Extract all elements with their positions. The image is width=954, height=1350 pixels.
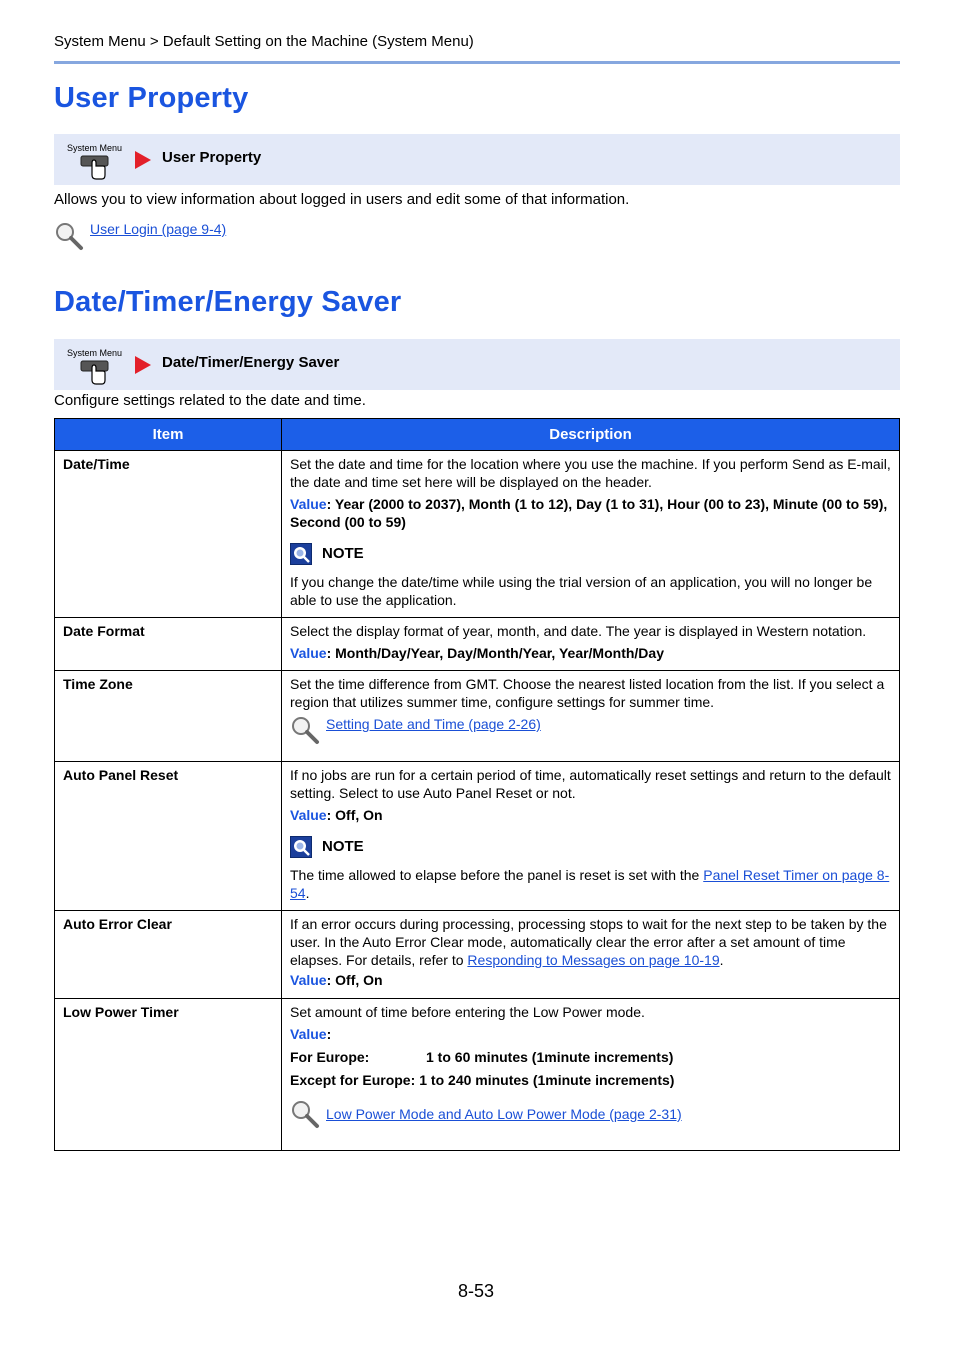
section-title-date-timer: Date/Timer/Energy Saver bbox=[54, 286, 402, 318]
nav-label-user-property: User Property bbox=[162, 149, 262, 166]
value-text: : bbox=[326, 1026, 332, 1042]
note-text-after: . bbox=[305, 885, 310, 901]
magnifier-icon bbox=[54, 221, 84, 251]
value-line bbox=[290, 806, 891, 824]
value-text: : Year (2000 to 2037), Month (1 to 12), Day (1 to 31), Hour (00 to 23), Minute (00 to 59), Second (00 to 59) bbox=[290, 496, 888, 530]
desc-text: Set the date and time for the location where you use the machine. If you perform Send as E-mail, the date and time set here will be displayed on the header. bbox=[290, 456, 891, 490]
table-row bbox=[55, 999, 900, 1151]
desc-text-before: If an error occurs during processing, processing stops to wait for the next step to be taken by the user. In the Auto Error Clear mode, automatically clear the error after a set amount of time elapses. For details, refer to bbox=[290, 916, 887, 968]
nav-path-date-timer bbox=[54, 339, 900, 390]
row-desc-time-zone bbox=[282, 671, 900, 762]
row-item-auto-panel-reset: Auto Panel Reset bbox=[55, 762, 282, 911]
row-desc-date-format bbox=[282, 618, 900, 671]
system-menu-icon bbox=[64, 346, 126, 388]
ref-setting-date-time bbox=[290, 715, 891, 745]
value-label: Value bbox=[290, 645, 327, 661]
system-menu-icon-label: System Menu bbox=[67, 143, 123, 153]
note-heading bbox=[290, 836, 891, 858]
row-item-low-power-timer: Low Power Timer bbox=[55, 999, 282, 1151]
value-text: : Month/Day/Year, Day/Month/Year, Year/Month/Day bbox=[326, 645, 664, 661]
note-icon bbox=[290, 836, 312, 858]
ref-user-login bbox=[54, 221, 226, 251]
table-row bbox=[55, 618, 900, 671]
page-number: 8-53 bbox=[458, 1281, 495, 1301]
link-setting-date-time[interactable]: Setting Date and Time (page 2-26) bbox=[326, 716, 541, 732]
desc-text: Set the time difference from GMT. Choose the nearest listed location from the list. If you select a region that utilizes summer time, configure settings for summer time. bbox=[290, 676, 885, 710]
column-header-description: Description bbox=[282, 419, 900, 451]
note-label: NOTE bbox=[322, 838, 364, 855]
note-icon bbox=[290, 543, 312, 565]
row-item-date-time: Date/Time bbox=[55, 451, 282, 618]
table-header-row bbox=[55, 419, 900, 451]
link-panel-reset-timer[interactable]: Panel Reset Timer on page 8-54 bbox=[290, 867, 890, 901]
user-property-description: Allows you to view information about logged in users and edit some of that information. bbox=[54, 191, 630, 208]
link-low-power-mode[interactable]: Low Power Mode and Auto Low Power Mode (page 2-31) bbox=[326, 1106, 682, 1122]
nav-path-user-property bbox=[54, 134, 900, 185]
europe-setting-row bbox=[290, 1048, 891, 1066]
value-line bbox=[290, 971, 891, 989]
value-text: : Off, On bbox=[326, 972, 383, 988]
row-item-auto-error-clear: Auto Error Clear bbox=[55, 911, 282, 999]
nav-label-date-timer: Date/Timer/Energy Saver bbox=[162, 354, 340, 371]
value-line bbox=[290, 644, 891, 662]
value-label: Value bbox=[290, 1026, 327, 1042]
arrow-right-icon bbox=[135, 356, 151, 374]
magnifier-icon bbox=[290, 1099, 320, 1129]
ref-low-power-mode bbox=[290, 1099, 891, 1129]
row-desc-auto-panel-reset bbox=[282, 762, 900, 911]
breadcrumb: System Menu > Default Setting on the Machine (System Menu) bbox=[54, 33, 474, 50]
row-item-date-format: Date Format bbox=[55, 618, 282, 671]
row-desc-auto-error-clear bbox=[282, 911, 900, 999]
except-europe-label: Except for Europe: bbox=[290, 1072, 416, 1088]
settings-table bbox=[54, 418, 900, 1151]
value-label: Value bbox=[290, 807, 327, 823]
row-desc-date-time bbox=[282, 451, 900, 618]
except-europe-value: 1 to 240 minutes (1minute increments) bbox=[419, 1072, 675, 1088]
value-label: Value bbox=[290, 496, 327, 512]
link-user-login[interactable]: User Login (page 9-4) bbox=[90, 221, 227, 237]
table-row bbox=[55, 671, 900, 762]
arrow-right-icon bbox=[135, 151, 151, 169]
section-title-user-property: User Property bbox=[54, 82, 249, 114]
row-item-time-zone: Time Zone bbox=[55, 671, 282, 762]
europe-label: For Europe: bbox=[290, 1049, 370, 1065]
magnifier-icon bbox=[290, 715, 320, 745]
row-desc-low-power-timer bbox=[282, 999, 900, 1151]
table-row bbox=[55, 762, 900, 911]
except-europe-setting-row bbox=[290, 1071, 891, 1089]
table-row bbox=[55, 451, 900, 618]
note-text-before: The time allowed to elapse before the panel is reset is set with the bbox=[290, 867, 704, 883]
value-text: : Off, On bbox=[326, 807, 383, 823]
note-text bbox=[290, 866, 891, 902]
system-menu-icon-label: System Menu bbox=[67, 348, 123, 358]
link-responding-messages[interactable]: Responding to Messages on page 10-19 bbox=[467, 952, 720, 968]
desc-text: Set amount of time before entering the Low Power mode. bbox=[290, 1004, 645, 1020]
note-text: If you change the date/time while using the trial version of an application, you will no longer be able to use the application. bbox=[290, 574, 873, 608]
column-header-item: Item bbox=[55, 419, 282, 451]
desc-text bbox=[290, 915, 891, 969]
note-heading bbox=[290, 543, 891, 565]
header-rule bbox=[54, 61, 900, 64]
value-line bbox=[290, 1025, 891, 1043]
europe-value: 1 to 60 minutes (1minute increments) bbox=[426, 1049, 674, 1065]
desc-text-after: . bbox=[719, 952, 724, 968]
date-timer-description: Configure settings related to the date and time. bbox=[54, 392, 366, 409]
value-label: Value bbox=[290, 972, 327, 988]
desc-text: If no jobs are run for a certain period of time, automatically reset settings and return to the default setting. Select to use Auto Panel Reset or not. bbox=[290, 767, 891, 801]
note-label: NOTE bbox=[322, 545, 364, 562]
table-row bbox=[55, 911, 900, 999]
value-line bbox=[290, 495, 891, 531]
desc-text: Select the display format of year, month, and date. The year is displayed in Western notation. bbox=[290, 623, 867, 639]
system-menu-icon bbox=[64, 141, 126, 183]
